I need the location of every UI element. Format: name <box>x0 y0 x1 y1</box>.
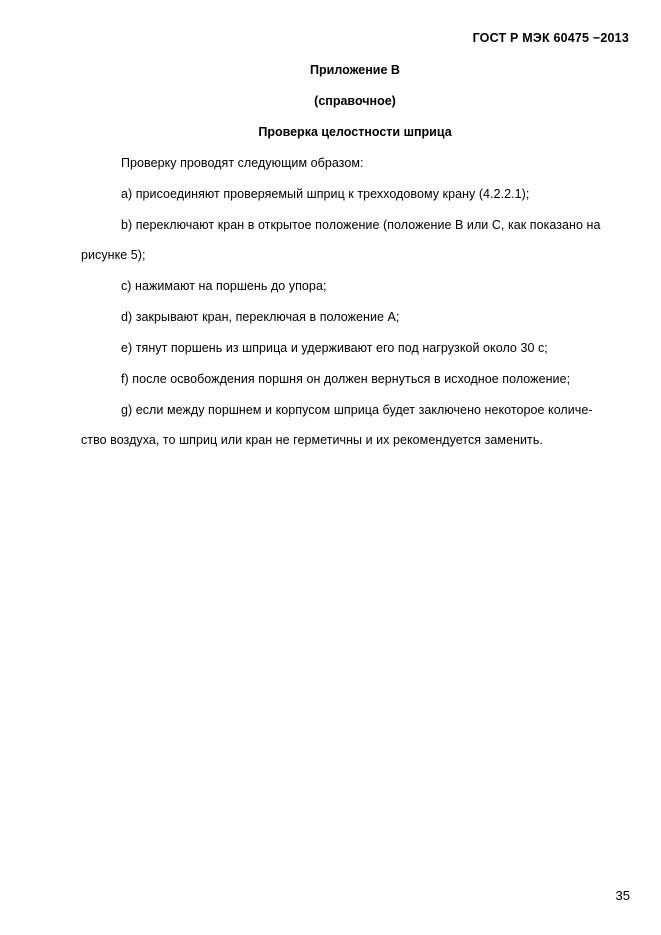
list-item-b-line2: рисунке 5); <box>81 248 146 262</box>
intro-paragraph: Проверку проводят следующим образом: <box>121 156 364 170</box>
list-item-c: c) нажимают на поршень до упора; <box>121 279 327 293</box>
list-item-b-line1: b) переключают кран в открытое положение (положение В или С, как показано на <box>121 218 601 232</box>
list-item-g-line2: ство воздуха, то шприц или кран не герметичны и их рекомендуется заменить. <box>81 433 543 447</box>
section-heading: Проверка целостности шприца <box>258 125 452 139</box>
list-item-e: е) тянут поршень из шприца и удерживают его под нагрузкой около 30 с; <box>121 341 548 355</box>
page-number: 35 <box>615 888 630 903</box>
standard-code-header: ГОСТ Р МЭК 60475 −2013 <box>472 31 629 45</box>
list-item-a: а) присоединяют проверяемый шприц к трехходовому крану (4.2.2.1); <box>121 187 530 201</box>
list-item-g-line1: g) если между поршнем и корпусом шприца будет заключено некоторое количе- <box>121 403 593 417</box>
list-item-d: d) закрывают кран, переключая в положение А; <box>121 310 400 324</box>
appendix-type: (справочное) <box>314 94 396 108</box>
list-item-f: f) после освобождения поршня он должен вернуться в исходное положение; <box>121 372 571 386</box>
appendix-title: Приложение В <box>310 63 400 77</box>
